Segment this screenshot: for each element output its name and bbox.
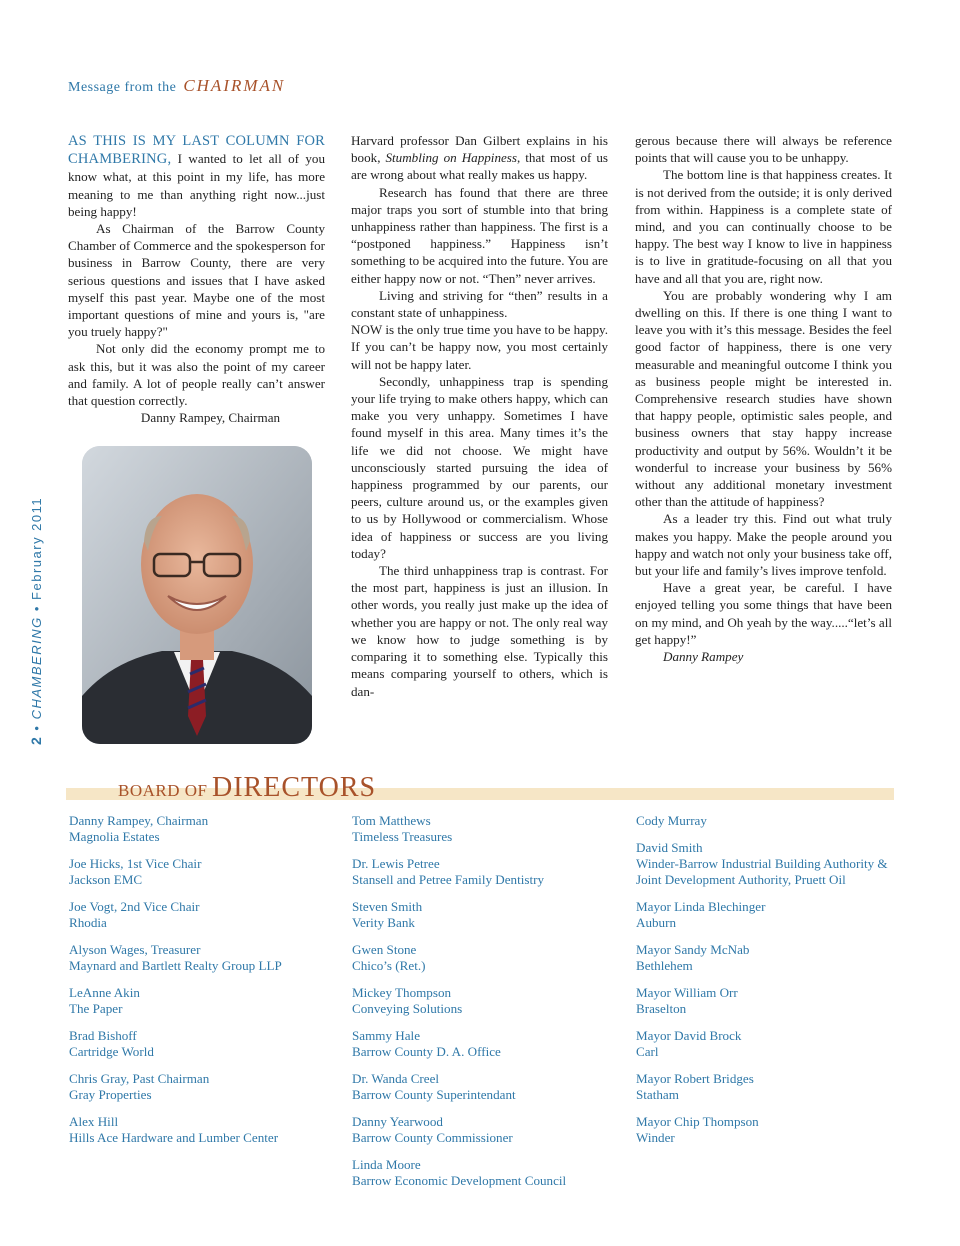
director-name: Joe Hicks, 1st Vice Chair xyxy=(69,856,202,871)
director-affiliation: Barrow Economic Development Council xyxy=(352,1173,567,1188)
director-entry xyxy=(636,840,906,888)
director-affiliation: Maynard and Bartlett Realty Group LLP xyxy=(69,958,282,973)
director-entry xyxy=(636,899,906,931)
directors-column-3 xyxy=(636,813,906,1157)
article-paragraph: Have a great year, be careful. I have enjoyed telling you some things that have been on my mind, and Oh yeah by the way.....“let’s all get happy!” xyxy=(635,580,892,647)
director-affiliation: Magnolia Estates xyxy=(69,829,160,844)
director-name: Gwen Stone xyxy=(352,942,417,957)
director-entry xyxy=(352,1028,622,1060)
article-paragraph: NOW is the only true time you have to be happy. If you can’t be happy now, you most certainly will not be happy later. xyxy=(351,322,608,372)
article-paragraph: The bottom line is that happiness creates. It is not derived from the outside; it is only derived from within. Happiness is a complete state of mind, and you can continually choose to be happy. The best way I know to live in happiness is to live in gratitude-focusing on all that you have and all that you are, right now. xyxy=(635,167,892,286)
director-name: Alyson Wages, Treasurer xyxy=(69,942,201,957)
director-affiliation: Carl xyxy=(636,1044,659,1059)
director-affiliation: Gray Properties xyxy=(69,1087,152,1102)
director-name: Tom Matthews xyxy=(352,813,431,828)
article-paragraph: As Chairman of the Barrow County Chamber of Commerce and the spokesperson for business in Barrow County, there are very serious questions and issues that I have asked myself this past year. Maybe one of the most important questions of mine and yours is, "are you truely happy?" xyxy=(68,221,325,340)
director-name: Joe Vogt, 2nd Vice Chair xyxy=(69,899,200,914)
director-name: Mayor Chip Thompson xyxy=(636,1114,759,1129)
director-name: Dr. Lewis Petree xyxy=(352,856,440,871)
director-entry xyxy=(69,942,339,974)
signature: Danny Rampey xyxy=(663,649,744,665)
director-name: Alex Hill xyxy=(69,1114,119,1129)
director-name: Danny Rampey, Chairman xyxy=(69,813,209,828)
director-name: Chris Gray, Past Chairman xyxy=(69,1071,210,1086)
director-entry xyxy=(636,813,906,829)
portrait-illustration xyxy=(82,446,312,744)
director-name: Cody Murray xyxy=(636,813,707,828)
article-lead: AS THIS IS MY LAST COLUMN FOR CHAMBERING, xyxy=(68,133,325,168)
publication-name: CHAMBERING xyxy=(29,616,44,720)
director-affiliation: The Paper xyxy=(69,1001,123,1016)
director-entry xyxy=(69,985,339,1017)
director-name: Sammy Hale xyxy=(352,1028,421,1043)
director-name: Mayor Sandy McNab xyxy=(636,942,750,957)
director-entry xyxy=(352,942,622,974)
article-column-1 xyxy=(68,132,325,426)
article-paragraph: Research has found that there are three major traps you sort of stumble into that bring unhappiness rather than happiness. The first is a “postponed happiness.” Happiness isn’t something to be acquired into the future. You are either happy now or not. “Then” never arrives. xyxy=(351,184,608,286)
director-affiliation: Barrow County Commissioner xyxy=(352,1130,513,1145)
page-header xyxy=(68,76,285,96)
director-entry xyxy=(352,985,622,1017)
director-affiliation: Chico’s (Ret.) xyxy=(352,958,426,973)
spine-separator: • xyxy=(29,605,44,612)
director-entry xyxy=(352,856,622,888)
board-title xyxy=(118,772,376,804)
director-name: Mayor David Brock xyxy=(636,1028,742,1043)
article-text: , that most of us are wrong about what really makes us happy. xyxy=(351,150,608,183)
director-entry xyxy=(636,942,906,974)
director-name: Mayor Linda Blechinger xyxy=(636,899,766,914)
director-name: Mayor Robert Bridges xyxy=(636,1071,754,1086)
director-name: Brad Bishoff xyxy=(69,1028,137,1043)
article-paragraph: Living and striving for “then” results in a constant state of unhappiness. xyxy=(351,287,608,321)
header-title: CHAIRMAN xyxy=(183,76,286,95)
director-entry xyxy=(69,899,339,931)
director-name: Dr. Wanda Creel xyxy=(352,1071,440,1086)
director-entry xyxy=(352,1071,622,1103)
director-affiliation: Cartridge World xyxy=(69,1044,154,1059)
director-affiliation: Joint Development Authority, Pruett Oil xyxy=(636,872,846,887)
article-paragraph: Not only did the economy prompt me to ask this, but it was also the point of my career and family. A lot of people really can’t answer that question correctly. xyxy=(68,341,325,409)
director-affiliation: Barrow County Superintendant xyxy=(352,1087,516,1102)
article-text: Harvard professor Dan Gilbert explains in his book, xyxy=(351,133,608,166)
directors-column-1 xyxy=(69,813,339,1157)
director-affiliation: Hills Ace Hardware and Lumber Center xyxy=(69,1130,279,1145)
director-affiliation: Winder xyxy=(636,1130,675,1145)
spine-separator: • xyxy=(29,724,44,731)
director-entry xyxy=(69,813,339,845)
director-name: Mayor William Orr xyxy=(636,985,738,1000)
book-title: Stumbling on Happiness xyxy=(385,150,517,166)
director-entry xyxy=(352,899,622,931)
director-entry xyxy=(352,1114,622,1146)
director-entry xyxy=(69,856,339,888)
article-paragraph: Secondly, unhappiness trap is spending your life trying to make others happy, which can make you very unhappy. Sometimes I have found myself in this area. Many times it’s the life we did not choose. We might have unconsciously started pursuing the idea of happiness programmed by our parents, our peers, culture around us, or the examples given to us by Hollywood or commercialism. Whose idea of happiness or success are you living today? xyxy=(351,373,608,561)
issue-date: February 2011 xyxy=(29,496,44,600)
article-paragraph xyxy=(351,132,608,184)
chairman-photo xyxy=(82,446,312,744)
board-title-large: DIRECTORS xyxy=(212,772,377,803)
director-entry xyxy=(69,1114,339,1146)
director-entry xyxy=(636,1028,906,1060)
director-affiliation: Auburn xyxy=(636,915,677,930)
directors-column-2 xyxy=(352,813,622,1200)
article-paragraph: gerous because there will always be reference points that will cause you to be unhappy. xyxy=(635,133,892,166)
director-entry xyxy=(352,1157,622,1189)
director-affiliation: Braselton xyxy=(636,1001,687,1016)
director-affiliation: Stansell and Petree Family Dentistry xyxy=(352,872,545,887)
page-spine xyxy=(28,497,44,745)
board-title-small: BOARD OF xyxy=(118,781,208,800)
director-name: LeAnne Akin xyxy=(69,985,140,1000)
director-affiliation: Bethlehem xyxy=(636,958,693,973)
director-affiliation: Rhodia xyxy=(69,915,107,930)
director-entry xyxy=(636,1114,906,1146)
director-name: Steven Smith xyxy=(352,899,423,914)
director-name: Linda Moore xyxy=(352,1157,421,1172)
director-affiliation: Winder-Barrow Industrial Building Authority & xyxy=(636,856,888,871)
photo-byline: Danny Rampey, Chairman xyxy=(140,410,281,426)
header-prefix: Message from the xyxy=(68,80,177,95)
director-entry xyxy=(636,985,906,1017)
director-entry xyxy=(352,813,622,845)
director-name: David Smith xyxy=(636,840,703,855)
article-paragraph: As a leader try this. Find out what truly makes you happy. Make the people around you happy and watch not only your business take off, but your life and family’s lives improve tenfold. xyxy=(635,511,892,579)
director-affiliation: Timeless Treasures xyxy=(352,829,453,844)
director-entry xyxy=(69,1028,339,1060)
article-text: I wanted to let all of you know what, at this point in my life, has more meaning to me than anything right now...just being happy! xyxy=(68,151,325,219)
article-paragraph: The third unhappiness trap is contrast. For the most part, happiness is just an illusion. In other words, you really just make up the idea of whether you are happy or not. The only real way we know how to judge something is by comparing it to something else. Typically this means comparing yourself to others, which is dan- xyxy=(351,563,608,699)
article-paragraph: You are probably wondering why I am dwelling on this. If there is one thing I want to leave you with it’s this message. Besides the feel good factor of happiness, there is one very measurable and meaningful outcome I think you as business people might be interested in. Comprehensive research studies have shown that happy people, optimistic sales people, and business owners that stay happy increase productivity and output by 56%. Wouldn’t it be wonderful to increase your business by 56% without any additional monetary investment other than the attitude of happiness? xyxy=(635,287,892,510)
article-paragraph xyxy=(68,132,325,220)
director-affiliation: Conveying Solutions xyxy=(352,1001,463,1016)
director-affiliation: Verity Bank xyxy=(352,915,415,930)
director-affiliation: Barrow County D. A. Office xyxy=(352,1044,501,1059)
director-affiliation: Jackson EMC xyxy=(69,872,143,887)
director-name: Danny Yearwood xyxy=(352,1114,443,1129)
director-name: Mickey Thompson xyxy=(352,985,452,1000)
director-entry xyxy=(636,1071,906,1103)
director-entry xyxy=(69,1071,339,1103)
article-column-3 xyxy=(635,132,892,665)
article-column-2 xyxy=(351,132,608,700)
page-number: 2 xyxy=(28,735,44,745)
director-affiliation: Statham xyxy=(636,1087,679,1102)
